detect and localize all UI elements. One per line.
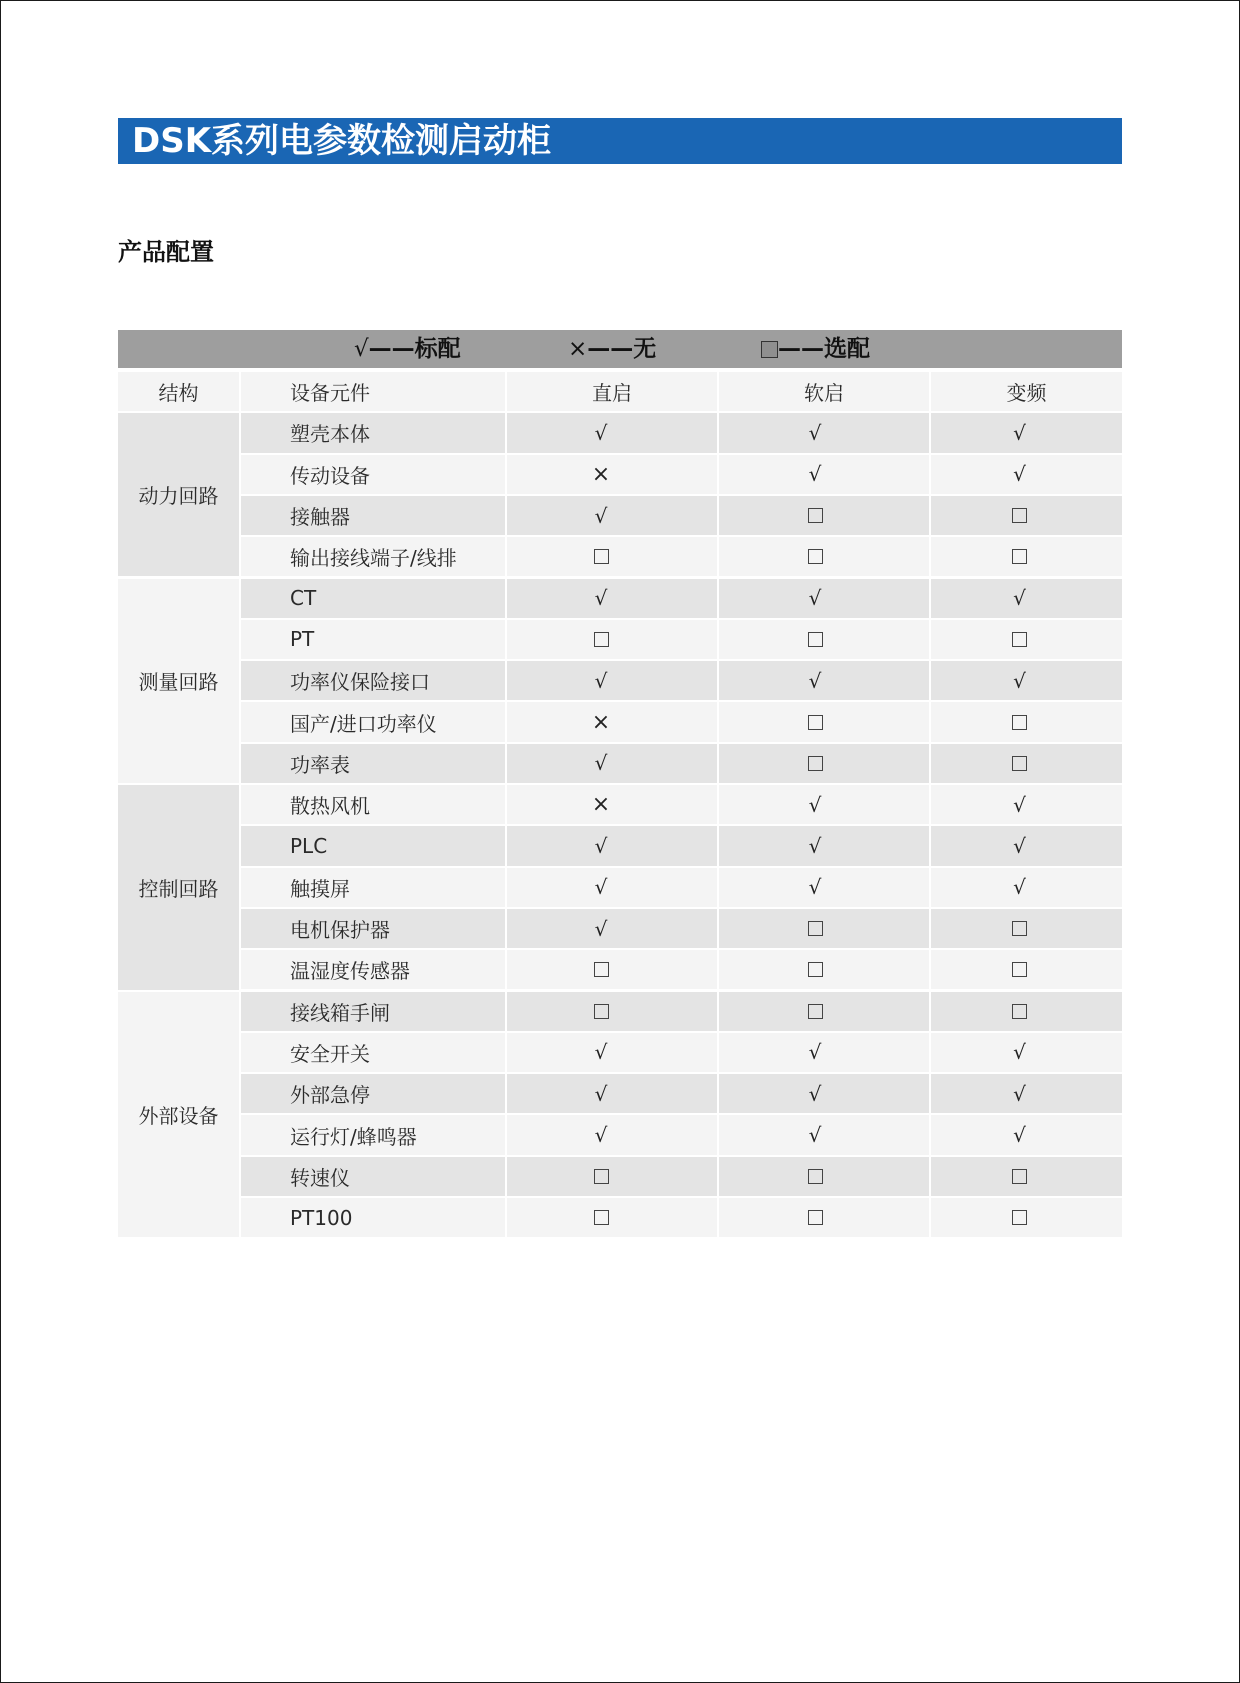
item-label: 塑壳本体 <box>241 413 505 452</box>
config-cell <box>719 744 929 783</box>
cross-icon: × <box>591 461 611 487</box>
check-icon: √ <box>594 751 608 776</box>
config-cell <box>507 785 717 824</box>
legend-none-label: ——无 <box>587 336 657 362</box>
cross-icon: × <box>591 709 611 735</box>
table-header-1: 设备元件 <box>241 372 505 411</box>
check-icon: √ <box>1013 668 1026 693</box>
item-label: 输出接线端子/线排 <box>241 537 505 576</box>
item-label: 传动设备 <box>241 455 505 494</box>
config-cell <box>931 1074 1122 1113</box>
config-cell <box>507 537 717 576</box>
optional-box-icon <box>808 632 823 647</box>
config-cell <box>507 1074 717 1113</box>
config-cell <box>507 868 717 907</box>
optional-box-icon <box>1012 715 1027 730</box>
optional-box-icon <box>808 549 823 564</box>
item-label: 运行灯/蜂鸣器 <box>241 1115 505 1154</box>
check-icon: √ <box>808 1081 822 1106</box>
config-cell <box>719 661 929 700</box>
check-icon: √ <box>808 668 822 693</box>
config-cell <box>507 579 717 618</box>
legend-standard-label: ——标配 <box>368 336 461 362</box>
item-label: 触摸屏 <box>241 868 505 907</box>
config-cell <box>931 785 1122 824</box>
check-icon: √ <box>808 792 822 817</box>
config-cell <box>719 496 929 535</box>
config-cell <box>507 661 717 700</box>
item-label: 转速仪 <box>241 1157 505 1196</box>
item-label: 外部急停 <box>241 1074 505 1113</box>
config-cell <box>931 1033 1122 1072</box>
config-cell <box>719 909 929 948</box>
config-cell <box>507 992 717 1031</box>
table-header-4: 变频 <box>931 372 1122 411</box>
optional-box-icon <box>808 508 823 523</box>
config-cell <box>719 992 929 1031</box>
config-cell <box>507 826 717 865</box>
check-icon: √ <box>1013 875 1026 900</box>
config-cell <box>931 826 1122 865</box>
check-icon: √ <box>594 1081 608 1106</box>
group-label: 动力回路 <box>118 413 239 576</box>
item-label: 功率仪保险接口 <box>241 661 505 700</box>
config-cell <box>719 826 929 865</box>
config-cell <box>507 455 717 494</box>
config-cell <box>719 620 929 659</box>
optional-box-icon <box>594 632 609 647</box>
config-cell <box>719 579 929 618</box>
config-cell <box>507 496 717 535</box>
config-cell <box>931 992 1122 1031</box>
optional-box-icon <box>1012 549 1027 564</box>
title-bar <box>118 118 1122 164</box>
table-header-3: 软启 <box>719 372 929 411</box>
legend-optional <box>761 330 870 368</box>
check-icon: √ <box>1013 1123 1026 1148</box>
config-cell <box>719 1033 929 1072</box>
config-cell <box>931 537 1122 576</box>
config-cell <box>507 950 717 989</box>
config-cell <box>931 413 1122 452</box>
optional-box-icon <box>808 756 823 771</box>
config-cell <box>719 868 929 907</box>
optional-box-icon <box>808 1210 823 1225</box>
optional-box-icon <box>761 341 778 358</box>
optional-box-icon <box>1012 921 1027 936</box>
optional-box-icon <box>594 1169 609 1184</box>
check-icon: √ <box>594 668 608 693</box>
optional-box-icon <box>808 921 823 936</box>
config-cell <box>507 1198 717 1237</box>
optional-box-icon <box>1012 962 1027 977</box>
group-label: 控制回路 <box>118 785 239 990</box>
config-cell <box>507 702 717 741</box>
item-label: 接线箱手闸 <box>241 992 505 1031</box>
config-cell <box>719 455 929 494</box>
legend-bar <box>118 330 1122 368</box>
check-icon: √ <box>594 875 608 900</box>
check-icon: √ <box>808 462 822 487</box>
config-cell <box>507 909 717 948</box>
check-icon: √ <box>594 586 608 611</box>
check-icon: √ <box>1013 792 1026 817</box>
item-label: 国产/进口功率仪 <box>241 702 505 741</box>
config-cell <box>931 1157 1122 1196</box>
config-cell <box>931 661 1122 700</box>
config-cell <box>719 785 929 824</box>
config-cell <box>507 1033 717 1072</box>
item-label: 接触器 <box>241 496 505 535</box>
item-label: 安全开关 <box>241 1033 505 1072</box>
check-icon: √ <box>1013 420 1026 445</box>
table-header-2: 直启 <box>507 372 717 411</box>
group-label: 外部设备 <box>118 992 239 1238</box>
optional-box-icon <box>594 1004 609 1019</box>
table-header-0: 结构 <box>118 372 239 411</box>
cross-icon: × <box>591 792 611 818</box>
item-label: CT <box>241 579 505 618</box>
optional-box-icon <box>808 715 823 730</box>
item-label: PLC <box>241 826 505 865</box>
item-label: 散热风机 <box>241 785 505 824</box>
legend-none <box>568 330 656 368</box>
item-label: 电机保护器 <box>241 909 505 948</box>
optional-box-icon <box>1012 508 1027 523</box>
config-cell <box>931 579 1122 618</box>
config-cell <box>719 1157 929 1196</box>
check-icon: √ <box>1013 462 1026 487</box>
optional-box-icon <box>1012 1169 1027 1184</box>
optional-box-icon <box>808 962 823 977</box>
check-icon: √ <box>1013 1040 1026 1065</box>
config-cell <box>719 702 929 741</box>
config-cell <box>507 1115 717 1154</box>
optional-box-icon <box>1012 632 1027 647</box>
config-cell <box>719 537 929 576</box>
cross-icon: × <box>568 336 588 362</box>
config-cell <box>719 1074 929 1113</box>
config-cell <box>719 1198 929 1237</box>
item-label: 温湿度传感器 <box>241 950 505 989</box>
config-cell <box>507 413 717 452</box>
check-icon: √ <box>354 336 369 362</box>
check-icon: √ <box>594 1040 608 1065</box>
optional-box-icon <box>808 1004 823 1019</box>
config-cell <box>931 744 1122 783</box>
item-label: PT <box>241 620 505 659</box>
optional-box-icon <box>594 549 609 564</box>
config-cell <box>931 620 1122 659</box>
optional-box-icon <box>1012 756 1027 771</box>
optional-box-icon <box>594 1210 609 1225</box>
config-cell <box>931 496 1122 535</box>
legend-optional-label: ——选配 <box>778 336 870 362</box>
config-cell <box>931 950 1122 989</box>
check-icon: √ <box>808 586 822 611</box>
check-icon: √ <box>594 1123 608 1148</box>
config-cell <box>931 455 1122 494</box>
group-label: 测量回路 <box>118 579 239 784</box>
config-cell <box>507 744 717 783</box>
page-title: DSK系列电参数检测启动柜 <box>132 121 552 161</box>
optional-box-icon <box>808 1169 823 1184</box>
config-cell <box>931 868 1122 907</box>
check-icon: √ <box>594 916 608 941</box>
check-icon: √ <box>808 420 822 445</box>
config-cell <box>931 909 1122 948</box>
check-icon: √ <box>594 420 608 445</box>
item-label: 功率表 <box>241 744 505 783</box>
check-icon: √ <box>594 503 608 528</box>
config-cell <box>719 1115 929 1154</box>
check-icon: √ <box>1013 586 1026 611</box>
config-cell <box>931 1198 1122 1237</box>
optional-box-icon <box>1012 1004 1027 1019</box>
check-icon: √ <box>1013 833 1026 858</box>
check-icon: √ <box>808 1123 822 1148</box>
check-icon: √ <box>1013 1081 1026 1106</box>
section-title: 产品配置 <box>118 238 214 266</box>
config-cell <box>719 950 929 989</box>
item-label: PT100 <box>241 1198 505 1237</box>
optional-box-icon <box>594 962 609 977</box>
check-icon: √ <box>808 875 822 900</box>
config-cell <box>719 413 929 452</box>
legend-standard <box>354 330 461 368</box>
config-cell <box>507 620 717 659</box>
check-icon: √ <box>594 833 608 858</box>
config-cell <box>931 1115 1122 1154</box>
check-icon: √ <box>808 833 822 858</box>
config-cell <box>507 1157 717 1196</box>
check-icon: √ <box>808 1040 822 1065</box>
config-cell <box>931 702 1122 741</box>
optional-box-icon <box>1012 1210 1027 1225</box>
